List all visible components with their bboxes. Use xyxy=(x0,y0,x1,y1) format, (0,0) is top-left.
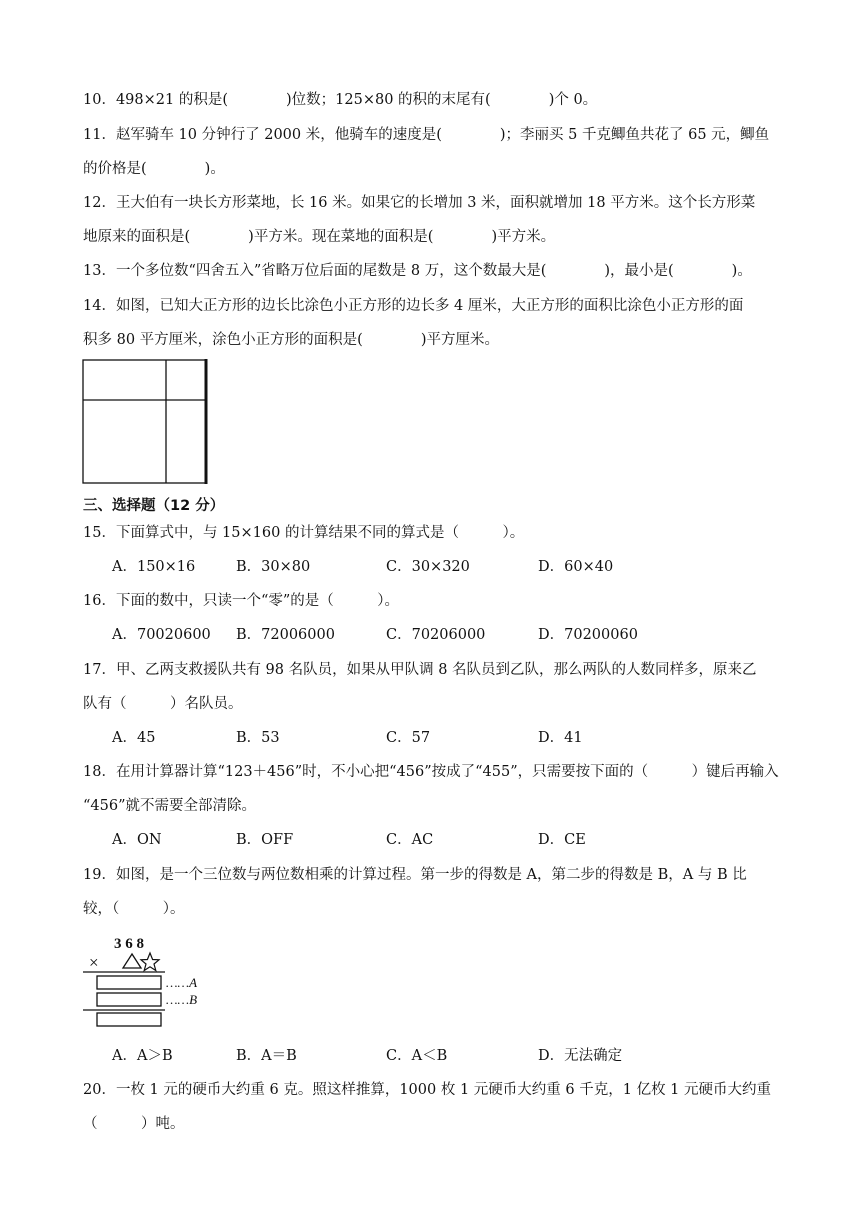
question-17-line2: 队有（ ）名队员。 xyxy=(83,696,243,712)
fig-times-sign: × xyxy=(89,953,99,972)
q17-option-d: D．41 xyxy=(538,730,583,746)
question-16: 16．下面的数中，只读一个“零”的是（ ）。 xyxy=(83,593,400,609)
question-13: 13．一个多位数“四舍五入”省略万位后面的尾数是 8 万，这个数最大是( )，最小是( )。 xyxy=(83,263,752,279)
star-icon xyxy=(141,953,159,971)
question-20-line1: 20．一枚 1 元的硬币大约重 6 克。照这样推算，1000 枚 1 元硬币大约重 6 千克，1 亿枚 1 元硬币大约重 xyxy=(83,1082,772,1098)
question-18-line2: “456”就不需要全部清除。 xyxy=(83,798,257,814)
q16-option-b: B．72006000 xyxy=(236,627,335,643)
q15-option-d: D．60×40 xyxy=(538,559,614,575)
question-11-line1: 11．赵军骑车 10 分钟行了 2000 米，他骑车的速度是( )；李丽买 5 千克鲫鱼共花了 65 元，鲫鱼 xyxy=(83,127,770,143)
q17-option-a: A．45 xyxy=(112,730,156,746)
q19-option-d: D．无法确定 xyxy=(538,1048,623,1064)
question-11-line2: 的价格是( )。 xyxy=(83,161,225,177)
fig-label-a: ……A xyxy=(166,975,198,990)
blank-box-b xyxy=(97,993,161,1006)
q18-option-b: B．OFF xyxy=(236,832,294,848)
q19-option-a: A．A＞B xyxy=(112,1048,173,1064)
blank-box-a xyxy=(97,976,161,989)
question-14-line1: 14．如图，已知大正方形的边长比涂色小正方形的边长多 4 厘米，大正方形的面积比涂色小正方形的面 xyxy=(83,298,744,314)
q16-option-c: C．70206000 xyxy=(386,627,486,643)
question-20-line2: （ ）吨。 xyxy=(83,1116,185,1132)
question-19-line2: 较，（ ）。 xyxy=(83,901,185,917)
fig-top-number: 3 6 8 xyxy=(114,936,144,952)
fig-label-b: ……B xyxy=(166,992,198,1007)
q17-option-c: C．57 xyxy=(386,730,431,746)
q16-option-a: A．70020600 xyxy=(112,627,211,643)
multiplication-figure xyxy=(80,931,215,1031)
blank-box-result xyxy=(97,1013,161,1026)
q15-option-c: C．30×320 xyxy=(386,559,470,575)
section-heading-choice: 三、选择题（12 分） xyxy=(83,498,225,514)
question-14-line2: 积多 80 平方厘米，涂色小正方形的面积是( )平方厘米。 xyxy=(83,332,499,348)
question-18-line1: 18．在用计算器计算“123＋456”时，不小心把“456”按成了“455”，只需要按下面的（ ）键后再输入 xyxy=(83,764,779,780)
q15-option-b: B．30×80 xyxy=(236,559,311,575)
question-12-line1: 12．王大伯有一块长方形菜地，长 16 米。如果它的长增加 3 米，面积就增加 18 平方米。这个长方形菜 xyxy=(83,195,756,211)
q19-option-c: C．A＜B xyxy=(386,1048,448,1064)
question-10: 10．498×21 的积是( )位数；125×80 的积的末尾有( )个 0。 xyxy=(83,92,598,108)
q18-option-a: A．ON xyxy=(112,832,162,848)
q18-option-c: C．AC xyxy=(386,832,434,848)
triangle-icon xyxy=(123,954,141,968)
question-12-line2: 地原来的面积是( )平方米。现在菜地的面积是( )平方米。 xyxy=(83,229,556,245)
q16-option-d: D．70200060 xyxy=(538,627,638,643)
squares-figure xyxy=(82,359,210,486)
q17-option-b: B．53 xyxy=(236,730,280,746)
question-17-line1: 17．甲、乙两支救援队共有 98 名队员，如果从甲队调 8 名队员到乙队，那么两队的人数同样多，原来乙 xyxy=(83,662,757,678)
question-19-line1: 19．如图，是一个三位数与两位数相乘的计算过程。第一步的得数是 A，第二步的得数是 B，A 与 B 比 xyxy=(83,867,747,883)
q15-option-a: A．150×16 xyxy=(112,559,196,575)
q18-option-d: D．CE xyxy=(538,832,586,848)
question-15: 15．下面算式中，与 15×160 的计算结果不同的算式是（ ）。 xyxy=(83,525,525,541)
q19-option-b: B．A＝B xyxy=(236,1048,297,1064)
